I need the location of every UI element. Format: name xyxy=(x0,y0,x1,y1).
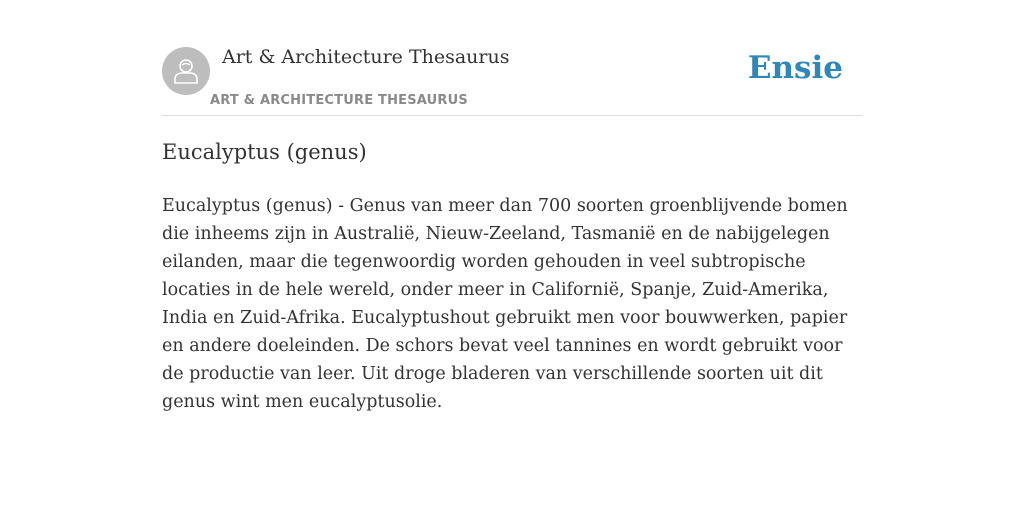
source-header xyxy=(162,0,862,116)
brand-logo[interactable]: Ensie xyxy=(747,50,843,86)
source-name[interactable]: Art & Architecture Thesaurus xyxy=(222,46,510,68)
avatar[interactable] xyxy=(162,47,210,95)
article-title: Eucalyptus (genus) xyxy=(162,140,367,164)
article-body: Eucalyptus (genus) - Genus van meer dan 700 soorten groenblijvende bomen die inheems zijn in Australië, Nieuw-Zeeland, Tasmanië en de nabijgelegen eilanden, maar die tegenwoordig worden gehouden in veel subtropische locaties in de hele wereld, onder meer in Californië, Spanje, Zuid-Amerika, India en Zuid-Afrika. Eucalyptushout gebruikt men voor bouwwerken, papier en andere doeleinden. De schors bevat veel tannines en wordt gebruikt voor de productie van leer. Uit droge bladeren van verschillende soorten uit dit genus wint men eucalyptusolie. xyxy=(162,196,848,412)
user-outline-icon xyxy=(171,56,201,86)
source-category[interactable]: ART & ARCHITECTURE THESAURUS xyxy=(210,93,468,108)
